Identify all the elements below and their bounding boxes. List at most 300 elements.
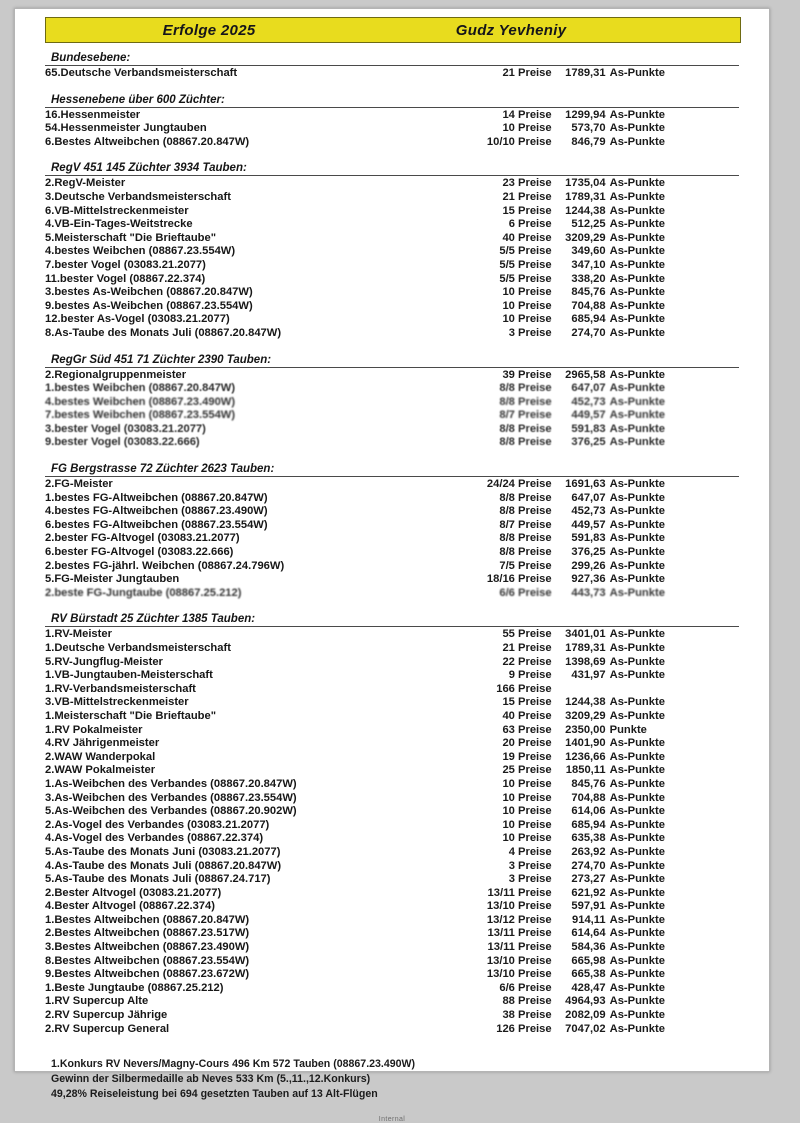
result-title: 2.RV Supercup Jährige [45,1009,168,1022]
table-row [45,409,739,423]
table-row [45,573,739,587]
result-title: 4.Bester Altvogel (08867.22.374) [45,900,215,913]
result-title: 9.bestes As-Weibchen (08867.23.554W) [45,299,253,312]
points-value: 635,38 [571,832,606,845]
result-prizes: 8/8 Preise [499,395,552,408]
points-unit: As-Punkte [609,873,665,886]
table-row [45,492,739,506]
table-row [45,819,739,833]
points-value: 4964,93 [565,995,606,1008]
result-title: 2.bestes FG-jährl. Weibchen (08867.24.796W) [45,559,285,572]
points-value: 376,25 [571,546,606,559]
result-title: 8.As-Taube des Monats Juli (08867.20.847W) [45,326,282,339]
points-value: 1236,66 [565,750,606,763]
points-value: 299,26 [571,559,606,572]
result-prizes: 88 Preise [502,995,552,1008]
table-row [45,656,739,670]
result-points [552,737,739,751]
result-points [552,873,739,887]
title-right: Gudz Yevheniy [455,21,567,39]
result-points [552,900,739,914]
result-points [552,382,739,396]
table-row [45,710,739,724]
table-row [45,273,739,287]
result-title: 2.Bester Altvogel (03083.21.2077) [45,886,222,899]
points-value: 1398,69 [565,655,606,668]
table-row [45,382,739,396]
table-row [45,300,739,314]
result-title: 3.As-Weibchen des Verbandes (08867.23.554W) [45,791,297,804]
points-unit: As-Punkte [609,546,665,559]
points-value: 914,11 [572,913,606,926]
result-title: 1.bestes Weibchen (08867.20.847W) [45,382,236,395]
result-title: 1.VB-Jungtauben-Meisterschaft [45,669,213,682]
table-row [45,122,739,136]
result-title: 7.bester Vogel (03083.21.2077) [45,258,206,271]
result-prizes: 8/7 Preise [499,518,552,531]
result-title: 7.bestes Weibchen (08867.23.554W) [45,409,236,422]
result-points [552,492,739,506]
section-heading: Bundesebene: [45,48,739,66]
result-title: 5.Meisterschaft "Die Brieftaube" [45,231,217,244]
result-points [552,218,739,232]
result-points [552,191,739,205]
points-unit: As-Punkte [609,190,665,203]
points-value: 845,76 [571,777,606,790]
result-title: 2.As-Vogel des Verbandes (03083.21.2077) [45,818,270,831]
table-row [45,191,739,205]
points-unit: As-Punkte [609,818,665,831]
points-unit: As-Punkte [609,218,665,231]
section-heading: Hessenebene über 600 Züchter: [45,90,739,108]
points-unit: As-Punkte [609,1022,665,1035]
result-points [552,927,739,941]
result-prizes: 10 Preise [502,122,552,135]
result-points [552,696,739,710]
result-points [552,546,739,560]
result-title: 5.RV-Jungflug-Meister [45,655,163,668]
points-value: 704,88 [571,791,606,804]
result-points [552,409,739,423]
result-title: 1.RV Supercup Alte [45,995,149,1008]
table-row [45,724,739,738]
result-points [552,778,739,792]
results-table [45,109,739,150]
result-prizes: 7/5 Preise [499,559,552,572]
points-unit: As-Punkte [609,313,665,326]
result-title: 6.bester FG-Altvogel (03083.22.666) [45,546,234,559]
table-row [45,642,739,656]
section-spacer [27,1036,757,1045]
result-prizes: 9 Preise [508,669,552,682]
points-unit: As-Punkte [609,927,665,940]
result-title: 5.As-Taube des Monats Juni (03083.21.2077) [45,845,281,858]
points-value: 274,70 [571,859,606,872]
result-points [552,955,739,969]
result-prizes: 21 Preise [502,67,552,79]
points-value: 338,20 [571,272,606,285]
points-unit [606,683,610,695]
result-points [552,656,739,670]
points-unit: As-Punkte [609,586,665,599]
result-points [552,313,739,327]
points-value: 3401,01 [565,628,606,641]
result-prizes: 13/11 Preise [487,941,552,954]
table-row [45,327,739,341]
points-value: 1735,04 [565,177,606,190]
result-title: 1.Bestes Altweibchen (08867.20.847W) [45,913,250,926]
result-prizes: 24/24 Preise [486,478,552,491]
table-row [45,587,739,601]
points-unit: As-Punkte [609,299,665,312]
points-unit: As-Punkte [609,1009,665,1022]
points-unit: As-Punkte [609,791,665,804]
result-title: 4.RV Jährigenmeister [45,737,160,750]
result-title: 65.Deutsche Verbandsmeisterschaft [45,67,238,79]
result-prizes: 10 Preise [502,286,552,299]
table-row [45,792,739,806]
points-unit: As-Punkte [609,122,665,135]
result-points [552,396,739,410]
result-section [45,48,739,81]
result-points [552,669,739,683]
result-prizes: 19 Preise [502,750,552,763]
result-title: 1.As-Weibchen des Verbandes (08867.20.847W) [45,777,297,790]
result-title: 5.As-Taube des Monats Juli (08867.24.717) [45,873,271,886]
result-prizes: 18/16 Preise [486,573,552,586]
points-value: 614,06 [571,805,606,818]
result-title: 2.FG-Meister [45,478,113,491]
result-points [552,1023,739,1037]
points-unit: As-Punkte [609,177,665,190]
result-title: 3.bester Vogel (03083.21.2077) [45,422,206,435]
points-value: 685,94 [571,818,606,831]
points-value: 274,70 [571,326,606,339]
points-value: 1244,38 [565,204,606,217]
result-prizes: 8/7 Preise [499,409,552,422]
result-points [552,286,739,300]
table-row [45,519,739,533]
sections-container [27,48,757,1045]
result-prizes: 8/8 Preise [499,382,552,395]
result-title: 4.bestes FG-Altweibchen (08867.23.490W) [45,505,268,518]
points-unit: As-Punkte [609,286,665,299]
result-section [45,459,739,600]
results-table [45,628,739,1036]
table-row [45,873,739,887]
table-row [45,286,739,300]
result-prizes: 13/10 Preise [486,900,552,913]
table-row [45,914,739,928]
result-points [552,805,739,819]
points-unit: As-Punkte [609,968,665,981]
points-unit: As-Punkte [609,845,665,858]
table-row [45,136,739,150]
result-points [552,560,739,574]
table-row [45,232,739,246]
points-unit: As-Punkte [609,409,665,422]
points-value: 7047,02 [565,1022,606,1035]
table-row [45,860,739,874]
result-prizes: 3 Preise [508,873,552,886]
title-left: Erfolge 2025 [162,21,256,39]
table-row [45,778,739,792]
points-unit: As-Punkte [609,573,665,586]
table-row [45,245,739,259]
result-prizes: 21 Preise [502,190,552,203]
result-points [552,982,739,996]
result-points [552,995,739,1009]
result-points [552,136,739,150]
points-unit: As-Punkte [609,422,665,435]
section-heading: RegGr Süd 451 71 Züchter 2390 Tauben: [45,350,739,368]
result-title: 4.As-Taube des Monats Juli (08867.20.847W) [45,859,282,872]
result-prizes: 13/11 Preise [487,886,552,899]
points-value: 349,60 [571,245,606,258]
results-table [45,177,739,340]
result-title: 4.bestes Weibchen (08867.23.490W) [45,395,236,408]
table-row [45,737,739,751]
results-table [45,369,739,451]
result-points [552,941,739,955]
points-unit: As-Punkte [609,245,665,258]
result-title: 1.RV-Verbandsmeisterschaft [45,682,196,695]
document-page [14,8,770,1123]
table-row [45,887,739,901]
result-title: 1.Beste Jungtaube (08867.25.212) [45,981,224,994]
points-unit: As-Punkte [609,859,665,872]
points-value: 452,73 [571,395,606,408]
result-points [552,369,739,383]
result-points [552,914,739,928]
points-value: 2965,58 [565,368,606,381]
points-value: 376,25 [571,436,606,449]
points-value: 1789,31 [565,67,606,79]
table-row [45,900,739,914]
points-value: 665,38 [571,968,606,981]
points-value: 591,83 [571,532,606,545]
result-title: 1.Meisterschaft "Die Brieftaube" [45,709,217,722]
points-unit: As-Punkte [609,505,665,518]
table-row [45,955,739,969]
result-points [552,642,739,656]
result-prizes: 3 Preise [508,859,552,872]
table-row [45,218,739,232]
table-row [45,478,739,492]
result-prizes: 38 Preise [502,1009,552,1022]
points-unit: As-Punkte [609,832,665,845]
result-prizes: 63 Preise [502,723,552,736]
result-points [552,423,739,437]
document-sheet [27,17,757,1123]
points-value: 685,94 [571,313,606,326]
result-title: 5.As-Weibchen des Verbandes (08867.20.902W) [45,805,297,818]
points-value: 1691,63 [565,478,606,491]
result-prizes: 6/6 Preise [499,586,552,599]
result-points [552,259,739,273]
footer-notes [51,1057,739,1102]
table-row [45,313,739,327]
result-prizes: 20 Preise [502,737,552,750]
result-prizes: 8/8 Preise [499,422,552,435]
table-row [45,628,739,642]
points-unit: Punkte [609,723,647,736]
result-points [552,327,739,341]
points-value: 3209,29 [565,231,606,244]
result-section [45,350,739,451]
result-title: 11.bester Vogel (08867.22.374) [45,272,206,285]
points-value: 263,92 [571,845,606,858]
result-title: 6.bestes FG-Altweibchen (08867.23.554W) [45,518,268,531]
result-title: 4.bestes Weibchen (08867.23.554W) [45,245,236,258]
points-unit: As-Punkte [609,204,665,217]
table-row [45,995,739,1009]
result-title: 4.As-Vogel des Verbandes (08867.22.374) [45,832,264,845]
table-row [45,805,739,819]
table-row [45,109,739,123]
points-unit: As-Punkte [609,913,665,926]
result-title: 6.Bestes Altweibchen (08867.20.847W) [45,135,250,148]
points-value: 1401,90 [565,737,606,750]
document-title-bar [45,17,741,43]
result-prizes: 21 Preise [502,642,552,654]
points-unit: As-Punkte [609,478,665,491]
points-unit: As-Punkte [609,559,665,572]
points-unit: As-Punkte [609,737,665,750]
result-points [552,832,739,846]
result-prizes: 10 Preise [502,299,552,312]
result-prizes: 40 Preise [502,231,552,244]
result-prizes: 22 Preise [502,655,552,668]
result-prizes: 10 Preise [502,805,552,818]
points-unit: As-Punkte [609,368,665,381]
result-points [552,587,739,601]
result-points [552,764,739,778]
result-prizes: 8/8 Preise [499,491,552,504]
result-prizes: 5/5 Preise [499,272,552,285]
result-title: 3.bestes As-Weibchen (08867.20.847W) [45,286,253,299]
points-unit: As-Punkte [609,750,665,763]
points-unit: As-Punkte [609,67,665,79]
points-value: 1850,11 [565,764,606,777]
table-row [45,941,739,955]
points-unit: As-Punkte [609,326,665,339]
result-prizes: 8/8 Preise [499,436,552,449]
table-row [45,696,739,710]
result-title: 3.VB-Mittelstreckenmeister [45,696,189,709]
result-title: 2.RegV-Meister [45,177,126,190]
points-unit: As-Punkte [609,886,665,899]
result-title: 3.Deutsche Verbandsmeisterschaft [45,190,231,203]
table-row [45,982,739,996]
table-row [45,846,739,860]
result-points [552,724,739,738]
result-prizes: 8/8 Preise [499,532,552,545]
result-prizes: 6/6 Preise [499,981,552,994]
table-row [45,259,739,273]
table-row [45,968,739,982]
table-row [45,832,739,846]
section-heading: FG Bergstrasse 72 Züchter 2623 Tauben: [45,459,739,477]
result-prizes: 10 Preise [502,313,552,326]
result-title: 4.VB-Ein-Tages-Weitstrecke [45,218,193,231]
results-table [45,478,739,600]
points-unit: As-Punkte [609,532,665,545]
result-points [552,846,739,860]
result-points [552,519,739,533]
internal-marker: Internal [378,1116,406,1123]
points-unit: As-Punkte [609,981,665,994]
result-title: 2.bester FG-Altvogel (03083.21.2077) [45,532,240,545]
result-points [552,122,739,136]
points-value: 647,07 [571,382,606,395]
result-prizes: 6 Preise [508,218,552,231]
table-row [45,1009,739,1023]
points-value: 431,97 [571,669,606,682]
result-points [552,532,739,546]
points-value: 452,73 [571,505,606,518]
points-unit: As-Punkte [609,900,665,913]
result-prizes: 55 Preise [502,628,552,641]
points-value: 443,73 [571,586,606,599]
points-unit: As-Punkte [609,491,665,504]
result-title: 2.beste FG-Jungtaube (08867.25.212) [45,586,242,599]
result-prizes: 15 Preise [502,204,552,217]
result-points [552,177,739,191]
result-points [552,710,739,724]
result-prizes: 5/5 Preise [499,245,552,258]
result-points [552,573,739,587]
footer-line-3: 49,28% Reiseleistung bei 694 gesetzten Tauben auf 13 Alt-Flügen [51,1088,378,1101]
points-unit: As-Punkte [609,764,665,777]
result-title: 2.RV Supercup General [45,1022,170,1035]
points-value: 449,57 [571,409,606,422]
result-points [552,300,739,314]
table-row [45,751,739,765]
result-prizes: 23 Preise [502,177,552,190]
result-title: 9.Bestes Altweibchen (08867.23.672W) [45,968,250,981]
result-section [45,609,739,1036]
result-prizes: 10 Preise [502,791,552,804]
section-spacer [27,450,757,459]
points-unit: As-Punkte [609,655,665,668]
points-value: 1789,31 [565,190,606,203]
result-prizes: 8/8 Preise [499,546,552,559]
result-title: 5.FG-Meister Jungtauben [45,573,180,586]
result-points [552,109,739,123]
section-spacer [27,600,757,609]
points-value: 845,76 [571,286,606,299]
points-unit: As-Punkte [609,995,665,1008]
points-unit: As-Punkte [609,436,665,449]
points-unit: As-Punkte [609,518,665,531]
result-points [552,751,739,765]
result-points [552,887,739,901]
points-value: 597,91 [571,900,606,913]
points-value: 621,92 [571,886,606,899]
result-prizes: 4 Preise [508,845,552,858]
result-points [552,968,739,982]
result-points [552,819,739,833]
result-prizes: 13/10 Preise [486,954,552,967]
result-prizes: 3 Preise [508,326,552,339]
result-prizes: 10/10 Preise [486,135,552,148]
result-section [45,90,739,150]
points-unit: As-Punkte [609,108,665,121]
table-row [45,764,739,778]
points-value: 927,36 [571,573,606,586]
points-unit: As-Punkte [609,258,665,271]
